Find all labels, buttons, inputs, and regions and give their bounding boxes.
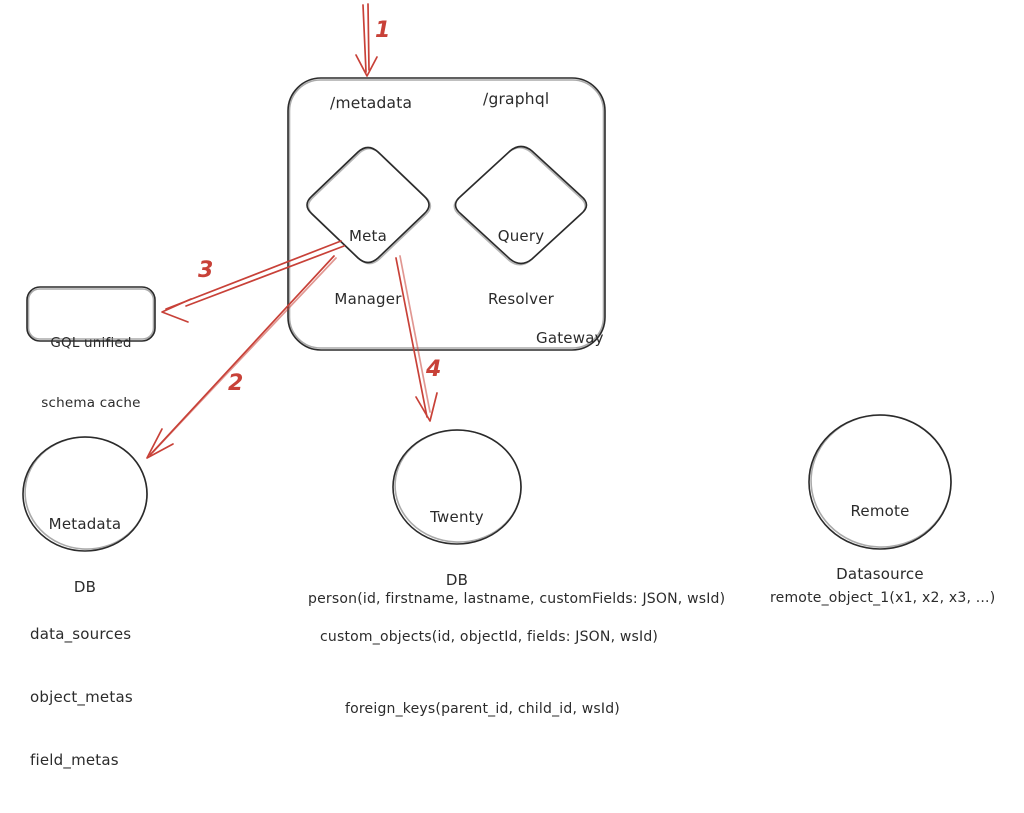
- metadata-db-line1: Metadata: [48, 515, 122, 533]
- remote-datasource-line1: Remote: [850, 502, 910, 520]
- meta-manager-label: [302, 184, 434, 352]
- table-name-object-metas: object_metas: [30, 688, 133, 706]
- arrow-1-incoming-request: [356, 4, 377, 76]
- step-3-label: 3: [198, 258, 214, 283]
- metadata-db-tables-list: [30, 582, 133, 813]
- twenty-db-line2: DB: [445, 571, 469, 589]
- remote-datasource-line2: Datasource: [836, 565, 924, 583]
- remote-object-schema: remote_object_1(x1, x2, x3, ...): [770, 590, 996, 606]
- meta-manager-line1: Meta: [348, 227, 388, 245]
- meta-manager-line2: Manager: [334, 290, 402, 308]
- query-resolver-line2: Resolver: [487, 290, 554, 308]
- schema-cache-line2: schema cache: [41, 395, 141, 411]
- step-4-label: 4: [426, 357, 442, 382]
- custom-objects-table-schema: custom_objects(id, objectId, fields: JSON, wsId): [320, 629, 659, 645]
- endpoint-graphql-label: /graphql: [482, 89, 550, 109]
- twenty-db-line1: Twenty: [430, 508, 484, 526]
- schema-cache-line1: GQL unified: [50, 335, 132, 351]
- table-name-data-sources: data_sources: [30, 625, 132, 643]
- step-1-label: 1: [375, 18, 391, 43]
- table-name-field-metas: field_metas: [30, 751, 119, 769]
- schema-cache-label: [27, 293, 155, 453]
- endpoint-metadata-label: /metadata: [329, 93, 413, 113]
- foreign-keys-table-schema: foreign_keys(parent_id, child_id, wsId): [345, 701, 620, 717]
- gateway-label: Gateway: [536, 329, 604, 347]
- step-2-label: 2: [228, 371, 244, 396]
- query-resolver-line1: Query: [497, 227, 545, 245]
- metadata-db-line2: DB: [73, 578, 97, 596]
- query-resolver-label: [450, 184, 592, 352]
- person-table-schema: person(id, firstname, lastname, customFields: JSON, wsId): [308, 591, 726, 607]
